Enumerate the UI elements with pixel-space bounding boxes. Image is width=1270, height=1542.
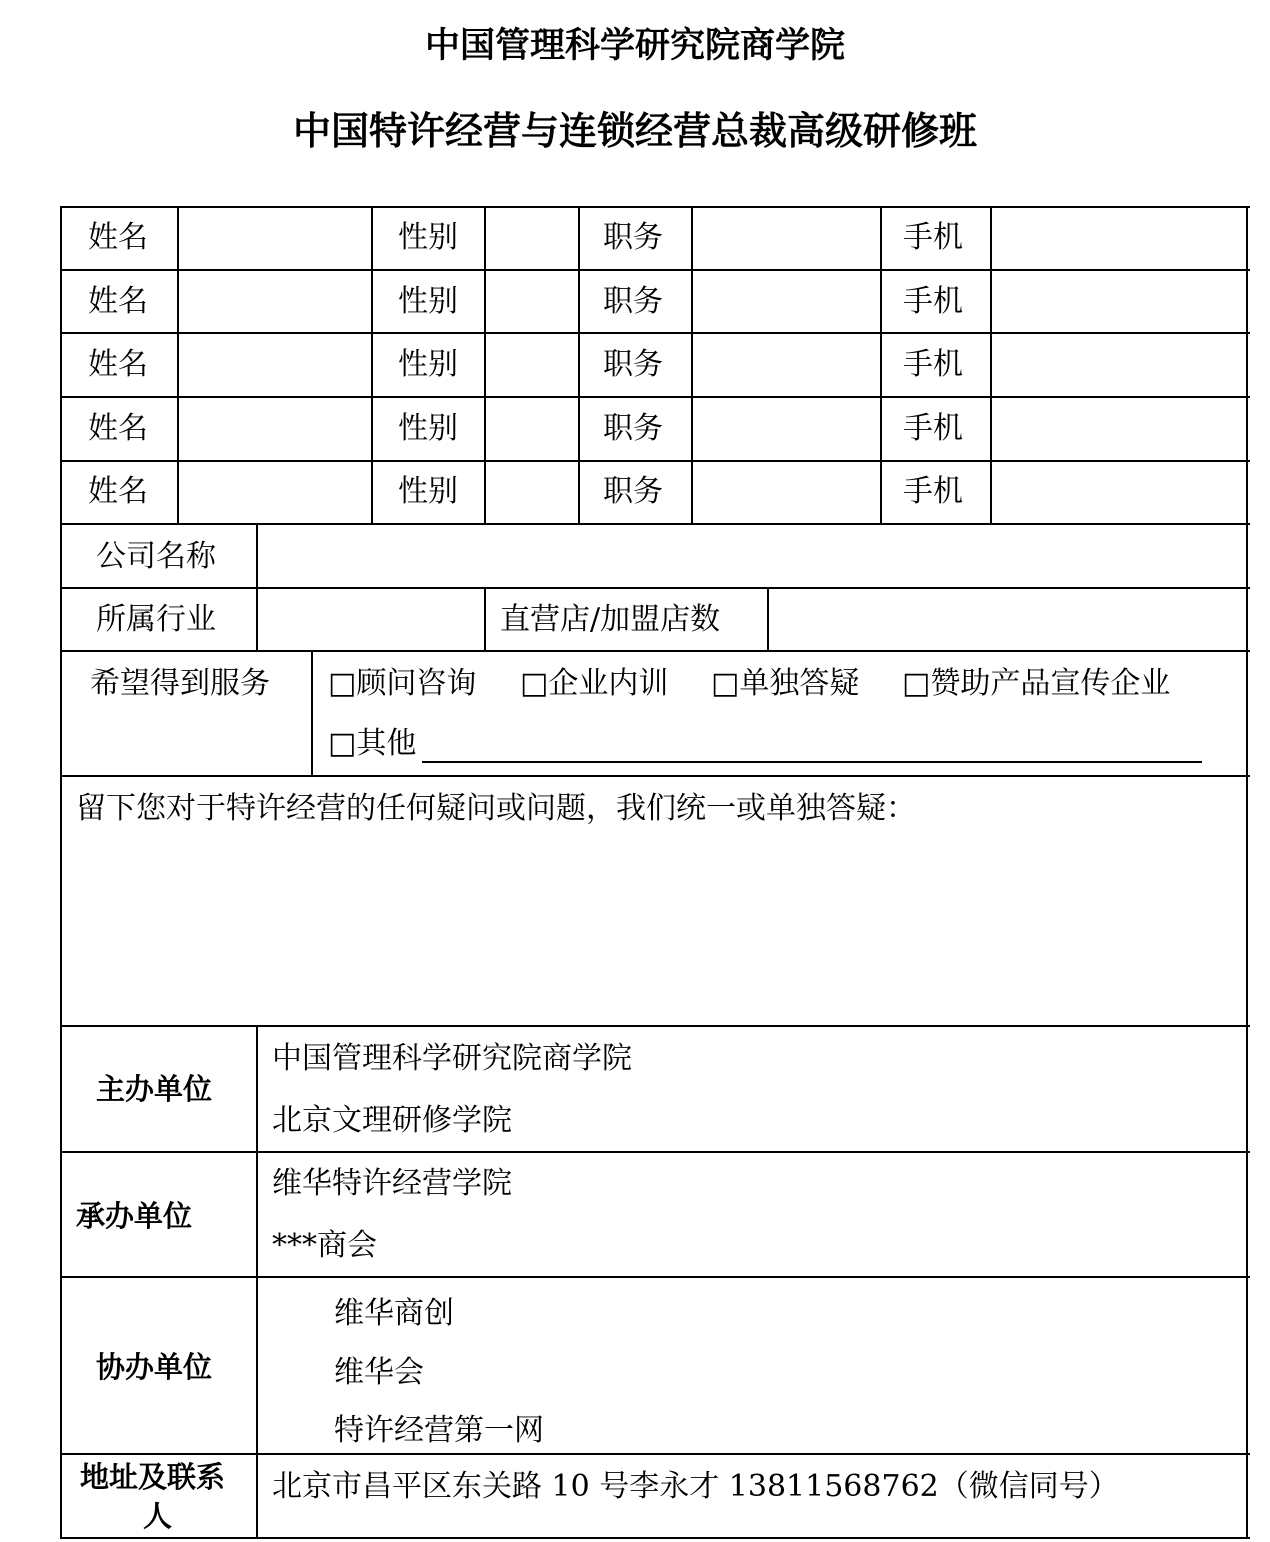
service-option-qa[interactable]: □单独答疑 (711, 666, 860, 701)
table-border-bottom (60, 1537, 1250, 1539)
table-border-right (1246, 206, 1248, 1539)
mobile-label: 手机 (903, 347, 963, 382)
name-input[interactable] (182, 402, 371, 458)
co-organizer-label: 协办单位 (96, 1350, 213, 1384)
undertaker-name: 维华特许经营学院 (272, 1166, 512, 1201)
position-label: 职务 (603, 284, 663, 319)
gender-input[interactable] (489, 212, 578, 268)
row-divider (60, 650, 1250, 652)
services-label: 希望得到服务 (90, 666, 270, 701)
gender-label: 性别 (398, 220, 458, 255)
mobile-input[interactable] (995, 212, 1246, 268)
name-label: 姓名 (88, 347, 148, 382)
service-option-sponsor[interactable]: □赞助产品宣传企业 (902, 666, 1171, 701)
name-input[interactable] (182, 212, 371, 268)
row-divider (60, 1276, 1250, 1278)
row-divider (60, 269, 1250, 271)
gender-input[interactable] (489, 338, 578, 394)
col-divider (880, 206, 882, 525)
col-divider (256, 523, 258, 652)
host-label: 主办单位 (96, 1072, 213, 1106)
gender-input[interactable] (489, 466, 578, 522)
position-input[interactable] (696, 402, 880, 458)
table-border-top (60, 206, 1250, 208)
position-label: 职务 (603, 220, 663, 255)
mobile-input[interactable] (995, 275, 1246, 331)
col-divider (371, 206, 373, 525)
name-label: 姓名 (88, 474, 148, 509)
co-organizer-name: 特许经营第一网 (334, 1413, 544, 1448)
gender-label: 性别 (398, 284, 458, 319)
co-organizer-name: 维华会 (334, 1355, 424, 1390)
store-count-label: 直营店/加盟店数 (500, 602, 721, 637)
co-organizer-name: 维华商创 (334, 1296, 454, 1331)
store-count-input[interactable] (772, 593, 1246, 649)
name-input[interactable] (182, 466, 371, 522)
table-border-left (60, 206, 62, 1539)
col-divider (484, 206, 486, 525)
name-label: 姓名 (88, 284, 148, 319)
name-label: 姓名 (88, 220, 148, 255)
other-underline (422, 761, 1202, 763)
position-label: 职务 (603, 474, 663, 509)
col-divider (990, 206, 992, 525)
col-divider (177, 206, 179, 525)
position-input[interactable] (696, 212, 880, 268)
page-title: 中国管理科学研究院商学院 (424, 26, 845, 66)
gender-label: 性别 (398, 411, 458, 446)
gender-label: 性别 (398, 347, 458, 382)
questions-prompt: 留下您对于特许经营的任何疑问或问题，我们统一或单独答疑： (76, 791, 916, 826)
industry-label: 所属行业 (96, 602, 216, 637)
row-divider (60, 523, 1250, 525)
position-input[interactable] (696, 275, 880, 331)
row-divider (60, 460, 1250, 462)
col-divider (311, 650, 313, 777)
service-other-input[interactable] (422, 724, 1204, 762)
col-divider (691, 206, 693, 525)
host-name: 北京文理研修学院 (272, 1103, 512, 1138)
service-option-other[interactable]: □其他 (328, 726, 417, 761)
host-name: 中国管理科学研究院商学院 (272, 1041, 632, 1076)
undertaker-name: ***商会 (272, 1228, 377, 1263)
gender-input[interactable] (489, 275, 578, 331)
gender-input[interactable] (489, 402, 578, 458)
name-input[interactable] (182, 338, 371, 394)
row-divider (60, 1453, 1250, 1455)
position-input[interactable] (696, 466, 880, 522)
row-divider (60, 332, 1250, 334)
service-option-training[interactable]: □企业内训 (520, 666, 669, 701)
row-divider (60, 587, 1250, 589)
position-label: 职务 (603, 411, 663, 446)
undertaker-label: 承办单位 (76, 1199, 193, 1233)
name-input[interactable] (182, 275, 371, 331)
questions-textarea[interactable] (70, 832, 1242, 1022)
mobile-label: 手机 (903, 474, 963, 509)
name-label: 姓名 (88, 411, 148, 446)
position-label: 职务 (603, 347, 663, 382)
mobile-input[interactable] (995, 338, 1246, 394)
mobile-input[interactable] (995, 402, 1246, 458)
service-option-consulting[interactable]: □顾问咨询 (328, 666, 477, 701)
row-divider (60, 1025, 1250, 1027)
mobile-input[interactable] (995, 466, 1246, 522)
position-input[interactable] (696, 338, 880, 394)
company-name-input[interactable] (261, 529, 1246, 585)
company-name-label: 公司名称 (96, 539, 216, 574)
col-divider (767, 587, 769, 652)
contact-info: 北京市昌平区东关路 10 号李永才 13811568762（微信同号） (272, 1469, 1119, 1504)
industry-input[interactable] (261, 593, 484, 649)
mobile-label: 手机 (903, 411, 963, 446)
page-subtitle: 中国特许经营与连锁经营总裁高级研修班 (292, 109, 977, 153)
col-divider (256, 1025, 258, 1539)
mobile-label: 手机 (903, 284, 963, 319)
gender-label: 性别 (398, 474, 458, 509)
row-divider (60, 1151, 1250, 1153)
contact-label-suffix: 人 (143, 1499, 173, 1533)
row-divider (60, 396, 1250, 398)
row-divider (60, 775, 1250, 777)
col-divider (578, 206, 580, 525)
contact-label: 地址及联系 (80, 1460, 226, 1494)
col-divider (484, 587, 486, 652)
mobile-label: 手机 (903, 220, 963, 255)
